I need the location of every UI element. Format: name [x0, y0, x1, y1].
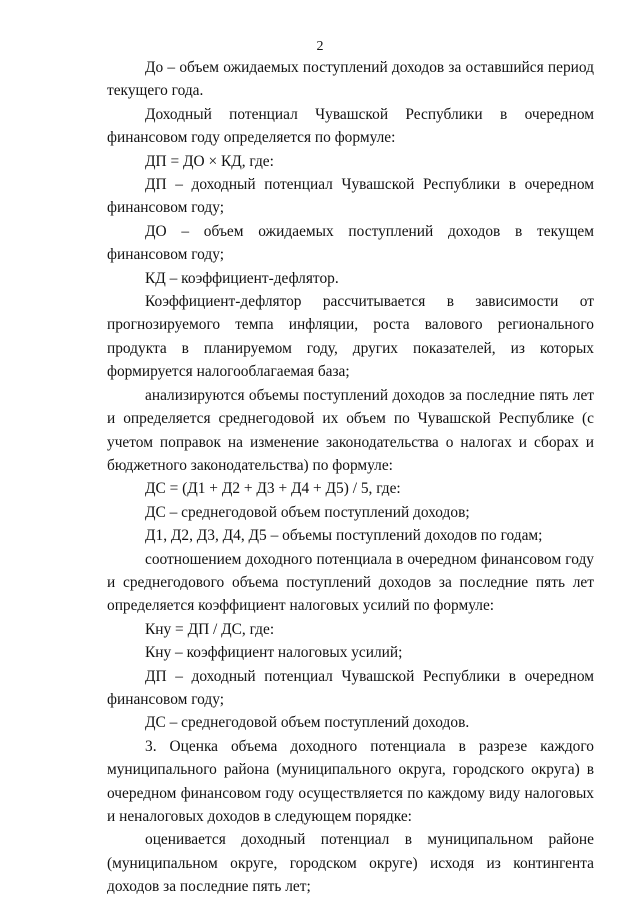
formula-paragraph: Кну = ДП / ДС, где:	[145, 620, 275, 638]
paragraph: Кну – коэффициент налоговых усилий;	[145, 644, 403, 662]
formula-paragraph: ДС = (Д1 + Д2 + Д3 + Д4 + Д5) / 5, где:	[145, 480, 401, 498]
section-paragraph: 3. Оценка объема доходного потенциала в разрезе каждого муниципального района (муниципального округа, городского округа) в очередном финансовом году осуществляется по каждому виду налоговых и неналоговых доходов в следующем порядке:	[107, 737, 594, 825]
paragraph: КД – коэффициент-дефлятор.	[145, 269, 339, 287]
document-body	[107, 56, 594, 899]
paragraph: анализируются объемы поступлений доходов за последние пять лет и определяется среднегодовой их объем по Чувашской Республике (с учетом поправок на изменение законодательства о налогах и сборах и бюджетного законодательства) по формуле:	[107, 386, 594, 474]
paragraph: ДС – среднегодовой объем поступлений доходов;	[145, 503, 470, 521]
paragraph: соотношением доходного потенциала в очередном финансовом году и среднегодового объема поступлений доходов за последние пять лет определяется коэффициент налоговых усилий по формуле:	[107, 550, 594, 615]
paragraph: оценивается доходный потенциал в муниципальном районе (муниципальном округе, городском округе) исходя из контингента доходов за последние пять лет;	[107, 831, 594, 896]
paragraph: ДП – доходный потенциал Чувашской Республики в очередном финансовом году;	[107, 667, 594, 708]
paragraph: ДП – доходный потенциал Чувашской Республики в очередном финансовом году;	[107, 176, 594, 217]
paragraph: Доходный потенциал Чувашской Республики в очередном финансовом году определяется по формуле:	[107, 105, 594, 147]
paragraph: ДО – объем ожидаемых поступлений доходов в текущем финансовом году;	[107, 222, 594, 264]
paragraph: ДС – среднегодовой объем поступлений доходов.	[145, 714, 470, 732]
paragraph: Д1, Д2, Д3, Д4, Д5 – объемы поступлений доходов по годам;	[145, 527, 543, 545]
paragraph: До – объем ожидаемых поступлений доходов за оставшийся период текущего года.	[107, 59, 594, 100]
formula-paragraph: ДП = ДО × КД, где:	[145, 152, 274, 170]
paragraph: Коэффициент-дефлятор рассчитывается в зависимости от прогнозируемого темпа инфляции, роста валового регионального продукта в планируемом году, других показателей, из которых формируется налогооблагаемая база;	[107, 293, 594, 381]
page-number: 2	[316, 39, 324, 54]
